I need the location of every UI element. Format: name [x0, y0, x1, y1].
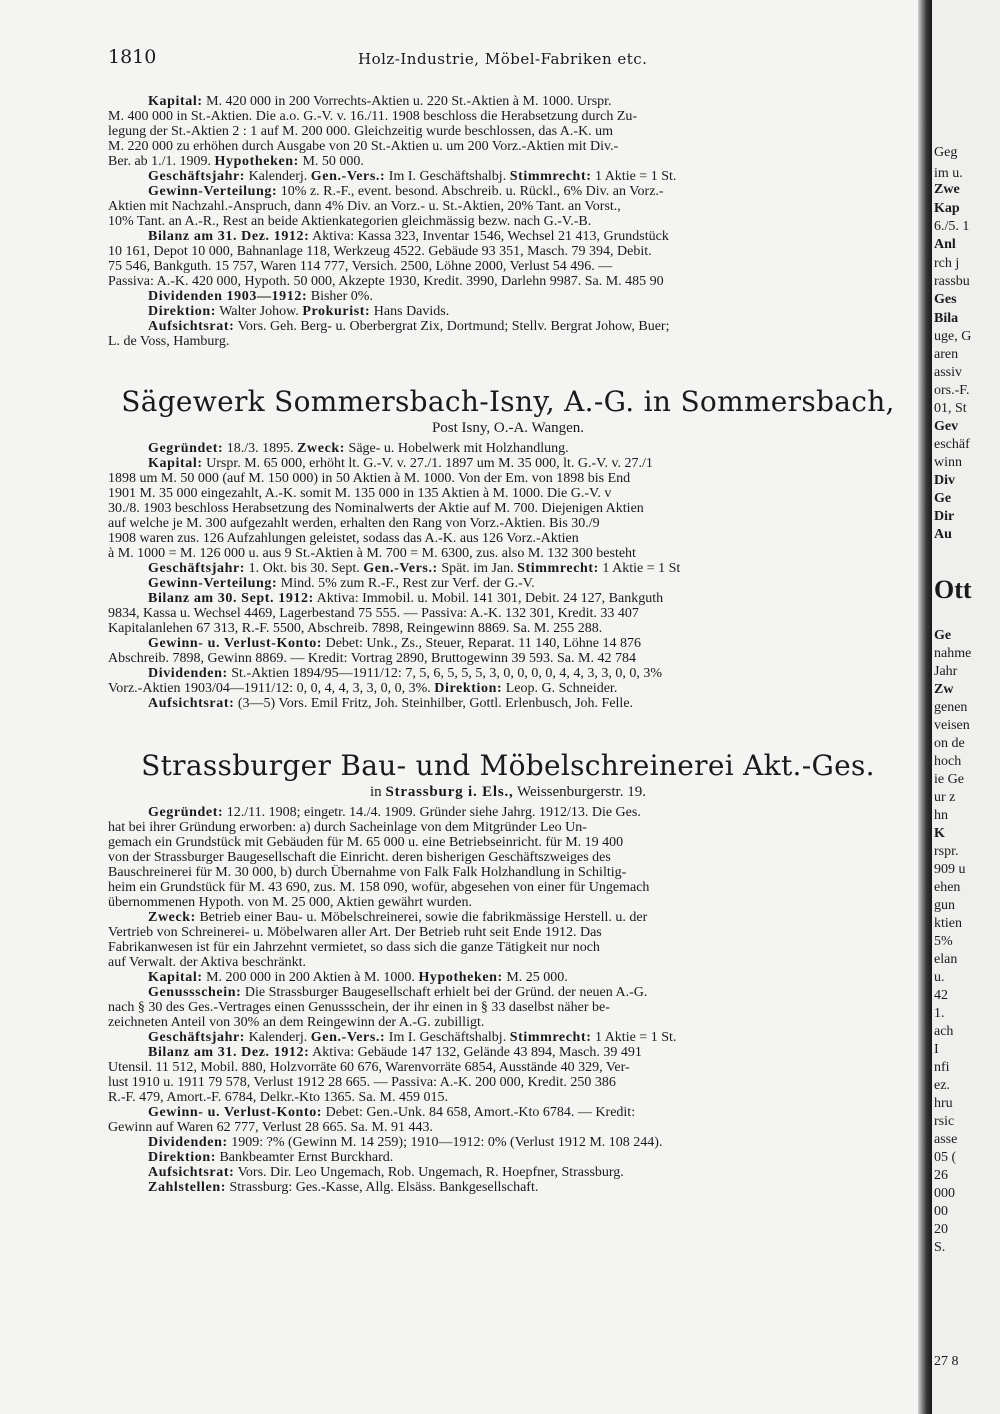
facing-page-fragment: Dir: [934, 509, 955, 524]
field-label: Gen.-Vers.:: [310, 1030, 386, 1045]
field-text: Strassburg: Ges.-Kasse, Allg. Elsäss. Bankgesellschaft.: [225, 1180, 539, 1195]
text-line: [108, 970, 908, 985]
facing-page-fragment: assiv: [934, 365, 962, 380]
text-line: [108, 289, 908, 304]
entry-strassburger: [108, 805, 908, 1195]
running-head: Holz-Industrie, Möbel-Fabriken etc.: [358, 50, 648, 68]
field-text: Spät. im Jan.: [437, 561, 518, 576]
field-label: Kapital:: [148, 970, 203, 985]
field-text: St.-Aktien 1894/95—1911/12: 7, 5, 6, 5, 5, 5, 3, 0, 0, 0, 0, 4, 4, 3, 3, 0, 0, 3%: [227, 666, 662, 681]
field-label: Zweck:: [148, 910, 196, 925]
facing-page-fragment: aren: [934, 347, 959, 362]
text-line: [108, 546, 908, 561]
field-text: M. 25 000.: [502, 970, 568, 985]
text-line: [108, 334, 908, 349]
text-line: [108, 820, 908, 835]
text-line: [108, 651, 908, 666]
text-line: [108, 501, 908, 516]
spacer: [108, 349, 908, 385]
facing-page-fragment: 5%: [934, 934, 953, 949]
text-line: [108, 636, 908, 651]
facing-page-fragment: 6./5. 1: [934, 219, 970, 234]
field-text: übernommenen Hypoth. von M. 25 000, Aktien gewährt wurden.: [108, 895, 472, 910]
field-label: Genussschein:: [148, 985, 242, 1000]
entry-title-strassburger: Strassburger Bau- und Möbelschreinerei Akt.-Ges.: [141, 749, 875, 782]
entry-title-saegewerk: Sägewerk Sommersbach-Isny, A.-G. in Sommersbach,: [121, 385, 895, 418]
facing-page-fragment: hn: [934, 808, 948, 823]
field-text: 1 Aktie = 1 St.: [591, 1030, 677, 1045]
text-line: [108, 486, 908, 501]
text-line: [108, 940, 908, 955]
field-label: Aufsichtsrat:: [148, 1165, 235, 1180]
field-text: Betrieb einer Bau- u. Möbelschreinerei, sowie die fabrikmässige Herstell. u. der: [195, 910, 648, 925]
facing-page-fragment: elan: [934, 952, 958, 967]
field-label: Direktion:: [148, 1150, 216, 1165]
field-text: Säge- u. Hobelwerk mit Holzhandlung.: [345, 441, 569, 456]
facing-page-fragment: uge, G: [934, 329, 972, 344]
field-label: Geschäftsjahr:: [148, 1030, 246, 1045]
facing-page-fragment: Anl: [934, 237, 956, 252]
field-label: Stimmrecht:: [509, 1030, 592, 1045]
field-text: 10% z. R.-F., event. besond. Abschreib. u. Rückl., 6% Div. an Vorz.-: [277, 184, 664, 199]
field-label: Zweck:: [297, 441, 346, 456]
text-line: [108, 895, 908, 910]
facing-page-fragment: Ge: [934, 491, 952, 506]
field-label: Zahlstellen:: [148, 1180, 226, 1195]
text-line: [108, 865, 908, 880]
field-text: 30./8. 1903 beschloss Herabsetzung des Nominalwerts der Aktie auf M. 700. Diejenigen Aktien: [108, 501, 644, 516]
facing-page-fragment: Ges: [934, 292, 957, 307]
field-text: M. 420 000 in 200 Vorrechts-Aktien u. 220 St.-Aktien à M. 1000. Urspr.: [202, 94, 612, 109]
text-line: [108, 441, 908, 456]
text-line: [108, 184, 908, 199]
field-text: von der Strassburger Baugesellschaft die Einricht. deren bisherigen Geschäftszweiges des: [108, 850, 611, 865]
facing-page-fragment: 909 u: [934, 862, 966, 877]
spacer: [108, 711, 908, 749]
field-text: M. 220 000 zu erhöhen durch Ausgabe von 20 St.-Aktien u. um 200 Vorz.-Aktien mit Div.-: [108, 139, 619, 154]
field-text: Im I. Geschäftshalbj.: [385, 1030, 510, 1045]
field-text: Urspr. M. 65 000, erhöht lt. G.-V. v. 27./1. 1897 um M. 35 000, lt. G.-V. v. 27./1: [202, 456, 653, 471]
facing-page-fragment: nfi: [934, 1060, 950, 1075]
field-text: Walter Johow.: [215, 304, 303, 319]
facing-page-fragment: 20: [934, 1222, 948, 1237]
facing-page-fragment: 1.: [934, 1006, 945, 1021]
facing-page-fragment: ur z: [934, 790, 956, 805]
facing-page-fragment: u.: [934, 970, 945, 985]
field-text: 12./11. 1908; eingetr. 14./4. 1909. Gründer siehe Jahrg. 1912/13. Die Ges.: [223, 805, 641, 820]
field-text: L. de Voss, Hamburg.: [108, 334, 230, 349]
text-line: [108, 471, 908, 486]
text-line: [108, 621, 908, 636]
text-line: [108, 531, 908, 546]
facing-page-fragment: rassbu: [934, 274, 970, 289]
text-line: [108, 1060, 908, 1075]
facing-page-fragment: rspr.: [934, 844, 959, 859]
text-line: [108, 456, 908, 471]
text-line: [108, 319, 908, 334]
text-line: [108, 591, 908, 606]
field-text: Kapitalanlehen 67 313, R.-F. 5500, Abschreib. 7898, Reingewinn 8869. Sa. M. 255 288.: [108, 621, 603, 636]
entry-saegewerk: [108, 441, 908, 711]
text-line: [108, 244, 908, 259]
field-label: Kapital:: [148, 456, 203, 471]
facing-page-fragment: Ge: [934, 628, 952, 643]
field-text: 1909: ?% (Gewinn M. 14 259); 1910—1912: 0% (Verlust 1912 M. 108 244).: [227, 1135, 663, 1150]
page-number: 1810: [108, 46, 157, 68]
field-text: nach § 30 des Ges.-Vertrages einen Genussschein, der ihr einen in § 33 daselbst näher be-: [108, 1000, 610, 1015]
text-line: [108, 274, 908, 289]
text-line: [108, 561, 908, 576]
facing-page-fragment: Zw: [934, 682, 954, 697]
text-line: [108, 835, 908, 850]
field-text: Kalenderj.: [245, 169, 311, 184]
field-text: Abschreib. 7898, Gewinn 8869. — Kredit: Vortrag 2890, Bruttogewinn 39 593. Sa. M. 42 784: [108, 651, 636, 666]
book-gutter: [918, 0, 932, 1414]
facing-page-fragment: 000: [934, 1186, 955, 1201]
text-line: [108, 1150, 908, 1165]
field-label: Stimmrecht:: [517, 561, 599, 576]
facing-page-fragment: gun: [934, 898, 955, 913]
field-label: Gen.-Vers.:: [363, 561, 438, 576]
field-text: Gewinn auf Waren 62 777, Verlust 28 665. Sa. M. 91 443.: [108, 1120, 433, 1135]
text-line: [108, 259, 908, 274]
text-line: [108, 666, 908, 681]
field-label: Gewinn-Verteilung:: [148, 184, 278, 199]
field-text: 1908 waren zus. 126 Aufzahlungen geleistet, sodass das A.-K. aus 126 Vorz.-Aktien: [108, 531, 579, 546]
facing-page-fragment: ehen: [934, 880, 961, 895]
field-text: 1898 um M. 50 000 (auf M. 150 000) in 50 Aktien à M. 1000. Von der Em. von 1898 bis End: [108, 471, 631, 486]
subtitle-city: Strassburg i. Els.,: [385, 784, 514, 800]
facing-page-fragment: nahme: [934, 646, 972, 661]
field-text: Hans Davids.: [370, 304, 450, 319]
field-text: Fabrikanwesen ist für ein Jahrzehnt vermietet, so dass sich die ganze Tätigkeit nur noch: [108, 940, 600, 955]
field-label: Prokurist:: [302, 304, 371, 319]
field-label: Direktion:: [434, 681, 503, 696]
facing-page-fragment: Au: [934, 527, 952, 542]
field-text: gemach ein Grundstück mit Gebäuden für M. 65 000 u. eine Betriebseinricht. für M. 19 400: [108, 835, 624, 850]
field-text: lust 1910 u. 1911 79 578, Verlust 1912 28 665. — Passiva: A.-K. 200 000, Kredit. 250 386: [108, 1075, 616, 1090]
text-line: [108, 169, 908, 184]
field-label: Hypotheken:: [214, 154, 299, 169]
facing-page-fragment: K: [934, 826, 945, 841]
text-line: [108, 576, 908, 591]
field-label: Gewinn- u. Verlust-Konto:: [148, 636, 323, 651]
facing-page-fragment: Zwe: [934, 182, 960, 197]
text-line: [108, 1000, 908, 1015]
facing-page-fragment: rsic: [934, 1114, 955, 1129]
field-text: 1 Aktie = 1 St: [598, 561, 681, 576]
facing-page-fragment: 27 8: [934, 1354, 959, 1369]
field-text: auf Verwalt. der Aktiva beschränkt.: [108, 955, 307, 970]
facing-page-fragment: Geg: [934, 145, 958, 160]
text-line: [108, 1180, 908, 1195]
field-text: Die Strassburger Baugesellschaft erhielt bei der Gründ. der neuen A.-G.: [241, 985, 648, 1000]
facing-page-fragment: ach: [934, 1024, 954, 1039]
field-text: Aktiva: Kassa 323, Inventar 1546, Wechsel 21 413, Grundstück: [309, 229, 669, 244]
text-line: [108, 1135, 908, 1150]
field-text: Utensil. 11 512, Mobil. 880, Holzvorräte 60 676, Warenvorräte 6854, Ausstände 40 329, Ver-: [108, 1060, 630, 1075]
field-label: Geschäftsjahr:: [148, 561, 246, 576]
text-line: [108, 94, 908, 109]
facing-page-fragment: veisen: [934, 718, 970, 733]
field-text: Bisher 0%.: [307, 289, 373, 304]
facing-page-fragment: S.: [934, 1240, 946, 1255]
facing-page-fragment: ors.-F.: [934, 383, 970, 398]
field-text: Vertrieb von Schreinerei- u. Möbelwaren aller Art. Der Betrieb ruht seit Ende 1912. Das: [108, 925, 602, 940]
field-text: auf welche je M. 300 aufgezahlt werden, erhalten den Rang von Vorz.-Aktien. Bis 30./9: [108, 516, 600, 531]
field-text: Aktiva: Gebäude 147 132, Gelände 43 894, Masch. 39 491: [309, 1045, 642, 1060]
field-text: 75 546, Bankguth. 15 757, Waren 114 777, Versich. 2500, Löhne 2000, Verlust 54 496. —: [108, 259, 613, 274]
entry-holz-industrie: [108, 94, 908, 349]
field-label: Gen.-Vers.:: [310, 169, 386, 184]
facing-page-fragment: ez.: [934, 1078, 950, 1093]
field-text: 9834, Kassa u. Wechsel 4469, Lagerbestand 75 555. — Passiva: A.-K. 132 301, Kredit. 33 407: [108, 606, 639, 621]
facing-page-fragment: asse: [934, 1132, 958, 1147]
field-text: 10% Tant. an A.-R., Rest an beide Aktienkategorien gleichmässig bezw. nach G.-V.-B.: [108, 214, 592, 229]
facing-page-fragment: 00: [934, 1204, 948, 1219]
facing-page-fragment: Jahr: [934, 664, 958, 679]
field-label: Bilanz am 31. Dez. 1912:: [148, 1045, 310, 1060]
facing-page-fragment: hru: [934, 1096, 953, 1111]
facing-page-fragment: Ott: [934, 575, 972, 604]
facing-page-fragment: 26: [934, 1168, 948, 1183]
facing-page-fragment: hoch: [934, 754, 962, 769]
field-text: M. 50 000.: [298, 154, 364, 169]
facing-page-fragment: I: [934, 1042, 939, 1057]
text-line: [108, 696, 908, 711]
facing-page-fragment: im u.: [934, 166, 963, 181]
page-header: [108, 46, 908, 72]
facing-page-fragment: on de: [934, 736, 965, 751]
field-text: Bankbeamter Ernst Burckhard.: [215, 1150, 394, 1165]
field-text: 1 Aktie = 1 St.: [591, 169, 677, 184]
field-text: M. 400 000 in St.-Aktien. Die a.o. G.-V. v. 16./11. 1908 beschloss die Herabsetzung durch Zu-: [108, 109, 638, 124]
field-text: à M. 1000 = M. 126 000 u. aus 9 St.-Aktien à M. 700 = M. 6300, zus. also M. 132 300 besteht: [108, 546, 636, 561]
facing-page-fragment: winn: [934, 455, 962, 470]
field-text: Ber. ab 1./1. 1909.: [108, 154, 215, 169]
text-line: [108, 925, 908, 940]
text-line: [108, 1105, 908, 1120]
text-line: [108, 1120, 908, 1135]
field-label: Aufsichtsrat:: [148, 319, 235, 334]
facing-page-fragment: Bila: [934, 311, 959, 326]
field-text: R.-F. 479, Amort.-F. 6784, Delkr.-Kto 1365. Sa. M. 459 015.: [108, 1090, 448, 1105]
text-line: [108, 199, 908, 214]
field-label: Dividenden:: [148, 666, 228, 681]
field-text: Vorz.-Aktien 1903/04—1911/12: 0, 0, 4, 4, 3, 3, 0, 0, 3%.: [108, 681, 435, 696]
field-text: heim ein Grundstück für M. 43 690, zus. M. 158 090, wofür, abgesehen von einer für Ungemach: [108, 880, 650, 895]
field-text: 1. Okt. bis 30. Sept.: [245, 561, 364, 576]
text-line: [108, 229, 908, 244]
field-text: legung der St.-Aktien 2 : 1 auf M. 200 000. Gleichzeitig wurde beschlossen, das A.-K. um: [108, 124, 614, 139]
right-page-edge: [932, 0, 1000, 1414]
text-line: [108, 1075, 908, 1090]
facing-page-fragment: ie Ge: [934, 772, 964, 787]
field-text: Debet: Gen.-Unk. 84 658, Amort.-Kto 6784. — Kredit:: [322, 1105, 636, 1120]
field-text: Passiva: A.-K. 420 000, Hypoth. 50 000, Akzepte 1930, Kredit. 3990, Darlehn 9987. Sa. M. 485 90: [108, 274, 664, 289]
text-line: [108, 124, 908, 139]
field-label: Dividenden 1903—1912:: [148, 289, 308, 304]
page-content: [108, 94, 908, 1195]
facing-page-fragment: 42: [934, 988, 948, 1003]
text-line: [108, 805, 908, 820]
field-text: Aktiva: Immobil. u. Mobil. 141 301, Debit. 24 127, Bankguth: [313, 591, 664, 606]
field-text: M. 200 000 in 200 Aktien à M. 1000.: [202, 970, 419, 985]
text-line: [108, 1090, 908, 1105]
field-label: Gegründet:: [148, 805, 224, 820]
text-line: [108, 154, 908, 169]
field-label: Aufsichtsrat:: [148, 696, 235, 711]
field-text: Vors. Dir. Leo Ungemach, Rob. Ungemach, R. Hoepfner, Strassburg.: [234, 1165, 624, 1180]
facing-page-fragment: 05 (: [934, 1150, 957, 1165]
text-line: [108, 606, 908, 621]
field-label: Gewinn-Verteilung:: [148, 576, 278, 591]
text-line: [108, 910, 908, 925]
text-line: [108, 516, 908, 531]
field-text: hat bei ihrer Gründung erworben: a) durch Sacheinlage von dem Mitgründer Leo Un-: [108, 820, 587, 835]
field-label: Gegründet:: [148, 441, 224, 456]
facing-page-fragment: Div: [934, 473, 955, 488]
text-line: [108, 139, 908, 154]
field-label: Geschäftsjahr:: [148, 169, 246, 184]
facing-page-fragment: eschäf: [934, 437, 970, 452]
field-label: Dividenden:: [148, 1135, 228, 1150]
field-text: 10 161, Depot 10 000, Bahnanlage 118, Werkzeug 4522. Gebäude 93 351, Masch. 79 394, Debit.: [108, 244, 652, 259]
field-text: 1901 M. 35 000 eingezahlt, A.-K. somit M. 135 000 in 135 Aktien à M. 1000. Die G.-V. v: [108, 486, 612, 501]
field-label: Kapital:: [148, 94, 203, 109]
field-text: Debet: Unk., Zs., Steuer, Reparat. 11 140, Löhne 14 876: [322, 636, 641, 651]
text-line: [108, 1045, 908, 1060]
field-text: Mind. 5% zum R.-F., Rest zur Verf. der G.-V.: [277, 576, 535, 591]
field-label: Bilanz am 30. Sept. 1912:: [148, 591, 314, 606]
facing-page-fragment: rch j: [934, 256, 960, 271]
field-text: zeichneten Anteil von 30% an dem Reingewinn der A.-G. zubilligt.: [108, 1015, 485, 1030]
field-text: Im I. Geschäftshalbj.: [385, 169, 510, 184]
field-text: Aktien mit Nachzahl.-Anspruch, dann 4% Div. an Vorz.- u. St.-Aktien, 20% Tant. an Vorst.,: [108, 199, 621, 214]
field-text: (3—5) Vors. Emil Fritz, Joh. Steinhilber, Gottl. Erlenbusch, Joh. Felle.: [234, 696, 634, 711]
text-line: [108, 955, 908, 970]
facing-page-fragment: Kap: [934, 201, 960, 216]
text-line: [108, 681, 908, 696]
text-line: [108, 1030, 908, 1045]
field-text: Bauschreinerei für M. 30 000, b) durch Übernahme von Falk Falk Holzhandlung in Schiltig-: [108, 865, 627, 880]
text-line: [108, 850, 908, 865]
field-label: Gewinn- u. Verlust-Konto:: [148, 1105, 323, 1120]
facing-page-fragment: ktien: [934, 916, 962, 931]
subtitle-prefix: in: [370, 784, 386, 800]
field-label: Bilanz am 31. Dez. 1912:: [148, 229, 310, 244]
entry-subtitle-saegewerk: Post Isny, O.-A. Wangen.: [431, 420, 585, 436]
subtitle-address: Weissenburgerstr. 19.: [513, 784, 646, 800]
field-label: Hypotheken:: [418, 970, 503, 985]
field-text: Vors. Geh. Berg- u. Oberbergrat Zix, Dortmund; Stellv. Bergrat Johow, Buer;: [234, 319, 670, 334]
text-line: [108, 109, 908, 124]
field-text: Kalenderj.: [245, 1030, 311, 1045]
text-line: [108, 304, 908, 319]
text-line: [108, 214, 908, 229]
field-text: Leop. G. Schneider.: [502, 681, 618, 696]
text-line: [108, 1165, 908, 1180]
facing-page-fragment: Gev: [934, 419, 959, 434]
facing-page-fragment: genen: [934, 700, 968, 715]
field-text: 18./3. 1895.: [223, 441, 298, 456]
text-line: [108, 985, 908, 1000]
text-line: [108, 880, 908, 895]
text-line: [108, 1015, 908, 1030]
field-label: Direktion:: [148, 304, 216, 319]
facing-page-fragment: 01, St: [934, 401, 967, 416]
field-label: Stimmrecht:: [509, 169, 592, 184]
entry-subtitle-strassburger: [108, 783, 908, 801]
